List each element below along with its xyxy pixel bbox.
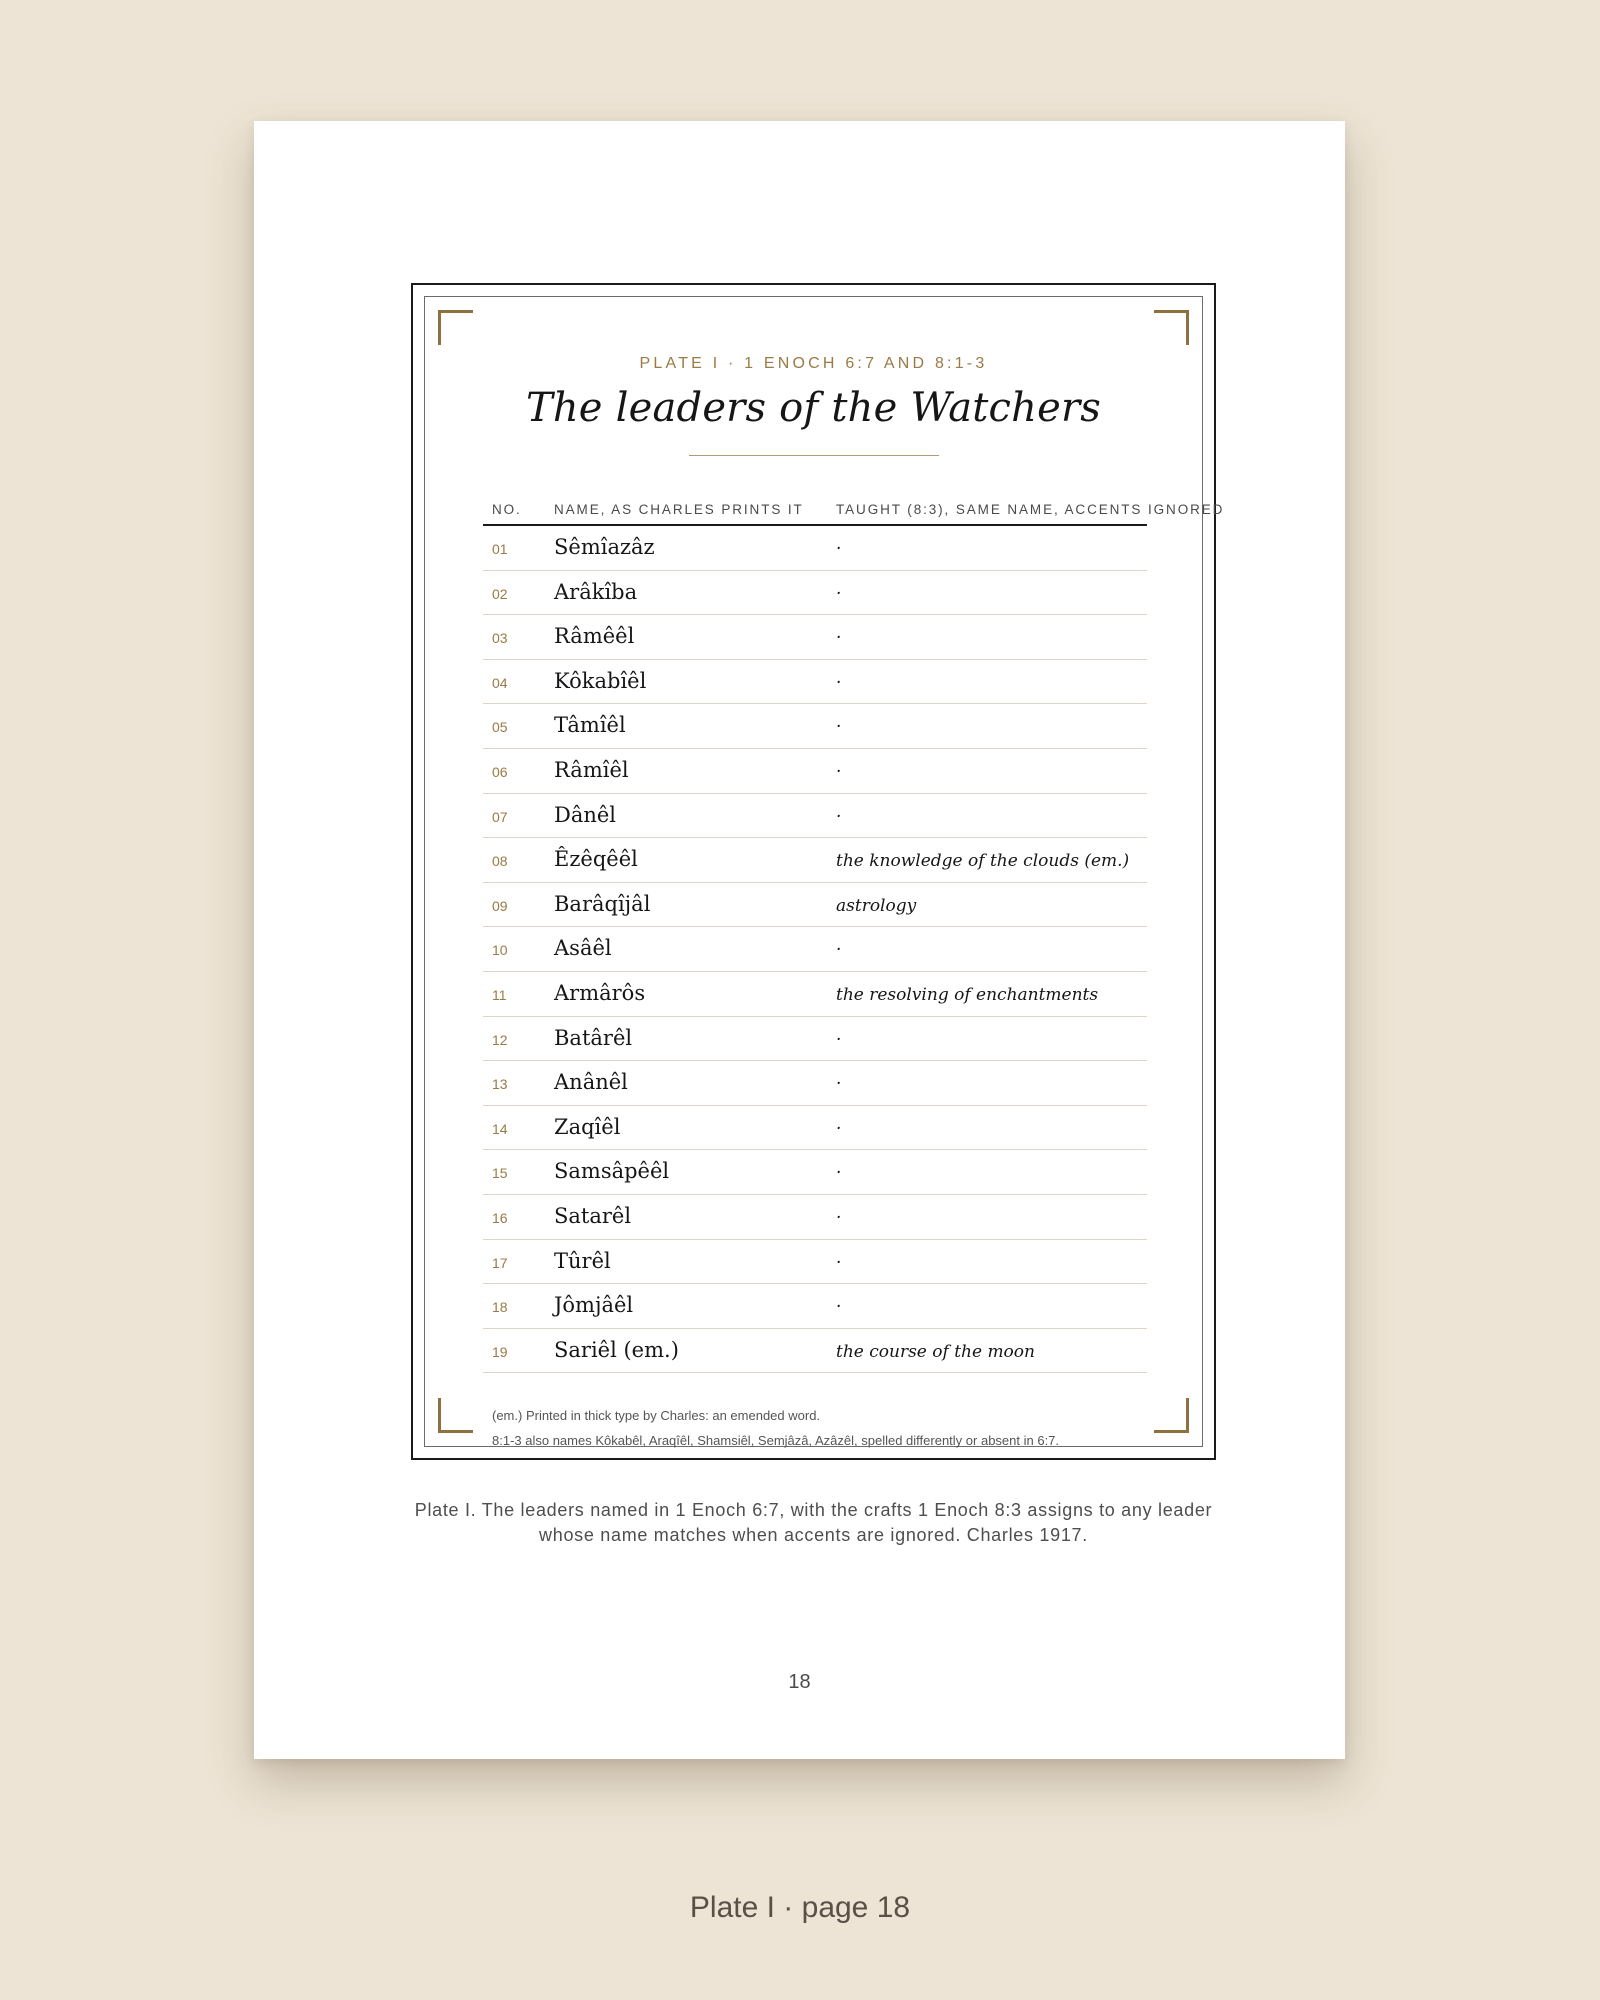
leader-name: Sêmîazâz — [554, 535, 655, 559]
leaders-table — [483, 496, 1225, 1373]
leader-name: Kôkabîêl — [554, 668, 647, 693]
leader-name: Arâkîba — [554, 579, 638, 604]
table-row — [483, 927, 1147, 972]
craft-taught: · — [836, 672, 842, 693]
craft-taught: astrology — [836, 895, 917, 916]
leader-name: Batârêl — [554, 1025, 633, 1050]
leader-name: Sariêl (em.) — [554, 1337, 679, 1362]
craft-taught: the course of the moon — [836, 1341, 1035, 1362]
row-number: 09 — [492, 897, 508, 914]
leader-name: Zaqîêl — [554, 1114, 621, 1139]
row-number: 13 — [492, 1076, 508, 1093]
table-body — [483, 526, 1147, 1373]
row-number: 02 — [492, 585, 508, 602]
table-row — [483, 972, 1147, 1017]
table-row — [483, 1017, 1147, 1062]
row-number: 07 — [492, 808, 508, 825]
leader-name: Tâmîêl — [554, 713, 626, 738]
leader-name: Samsâpêêl — [554, 1159, 670, 1184]
craft-taught: the knowledge of the clouds (em.) — [836, 851, 1130, 872]
corner-ornament-top-right — [1154, 310, 1189, 345]
table-row — [483, 571, 1147, 616]
row-number: 04 — [492, 674, 508, 691]
row-number: 17 — [492, 1254, 508, 1271]
craft-taught: · — [836, 628, 842, 649]
table-row — [483, 1195, 1147, 1240]
leader-name: Anânêl — [554, 1070, 628, 1095]
table-row — [483, 794, 1147, 839]
row-number: 05 — [492, 719, 508, 736]
craft-taught: · — [836, 1207, 842, 1228]
row-number: 19 — [492, 1343, 508, 1360]
craft-taught: the resolving of enchantments — [836, 984, 1099, 1005]
craft-taught: · — [836, 1074, 842, 1095]
footnote-emendation: (em.) Printed in thick type by Charles: an emended word. — [492, 1408, 821, 1423]
craft-taught: · — [836, 761, 842, 782]
craft-taught: · — [836, 806, 842, 827]
row-number: 06 — [492, 763, 508, 780]
table-row — [483, 1240, 1147, 1285]
table-row — [483, 1150, 1147, 1195]
leader-name: Jômjâêl — [554, 1293, 634, 1318]
table-row — [483, 704, 1147, 749]
table-header — [483, 496, 1225, 526]
table-row — [483, 1284, 1147, 1329]
plate-title: The leaders of the Watchers — [525, 385, 1102, 431]
table-row — [483, 526, 1147, 571]
footnotes — [492, 1403, 1192, 1453]
leader-name: Dânêl — [554, 802, 617, 827]
row-number: 10 — [492, 942, 508, 959]
craft-taught: · — [836, 1163, 842, 1184]
column-header-no: NO. — [492, 502, 522, 517]
leader-name: Asâêl — [554, 936, 612, 961]
row-number: 08 — [492, 853, 508, 870]
column-header-name: NAME, AS CHARLES PRINTS IT — [554, 502, 804, 517]
table-row — [483, 883, 1147, 928]
column-header-craft: TAUGHT (8:3), SAME NAME, ACCENTS IGNORED — [836, 502, 1225, 517]
leader-name: Barâqîjâl — [554, 891, 651, 916]
row-number: 15 — [492, 1165, 508, 1182]
craft-taught: · — [836, 1252, 842, 1273]
table-row — [483, 838, 1147, 883]
leader-name: Satarêl — [554, 1203, 632, 1228]
page-number: 18 — [788, 1671, 811, 1693]
table-row — [483, 660, 1147, 705]
leader-name: Tûrêl — [554, 1248, 611, 1273]
table-row — [483, 1106, 1147, 1151]
craft-taught: · — [836, 1118, 842, 1139]
craft-taught: · — [836, 940, 842, 961]
row-number: 01 — [492, 541, 508, 557]
row-number: 14 — [492, 1120, 508, 1137]
table-row — [483, 749, 1147, 794]
craft-taught: · — [836, 539, 842, 559]
row-number: 11 — [492, 986, 507, 1003]
table-row — [483, 1329, 1147, 1374]
craft-taught: · — [836, 1029, 842, 1050]
title-divider — [689, 455, 939, 456]
row-number: 12 — [492, 1031, 508, 1048]
table-row — [483, 615, 1147, 660]
row-number: 18 — [492, 1299, 508, 1316]
leader-name: Armârôs — [554, 980, 646, 1005]
craft-taught: · — [836, 717, 842, 738]
footnote-other-names: 8:1-3 also names Kôkabêl, Araqîêl, Shamsiêl, Semjâzâ, Azâzêl, spelled differently or absent in 6:7. — [492, 1433, 1060, 1448]
corner-ornament-top-left — [438, 310, 473, 345]
corner-ornament-bottom-left — [438, 1398, 473, 1433]
table-row — [483, 1061, 1147, 1106]
craft-taught: · — [836, 583, 842, 604]
leader-name: Êzêqêêl — [554, 847, 638, 872]
viewer-page-label: Plate I · page 18 — [689, 1891, 911, 1924]
craft-taught: · — [836, 1297, 842, 1318]
row-number: 16 — [492, 1209, 508, 1226]
plate-caption: Plate I. The leaders named in 1 Enoch 6:7, with the crafts 1 Enoch 8:3 assigns to any leader whose name matches when accents are ignored. Charles 1917. — [414, 1500, 1213, 1545]
plate-kicker: PLATE I · 1 ENOCH 6:7 AND 8:1-3 — [639, 355, 988, 372]
leader-name: Râmêêl — [554, 624, 635, 649]
row-number: 03 — [492, 630, 508, 647]
document-page — [254, 121, 1345, 1759]
plate-frame — [411, 283, 1225, 1460]
leader-name: Râmîêl — [554, 757, 629, 782]
